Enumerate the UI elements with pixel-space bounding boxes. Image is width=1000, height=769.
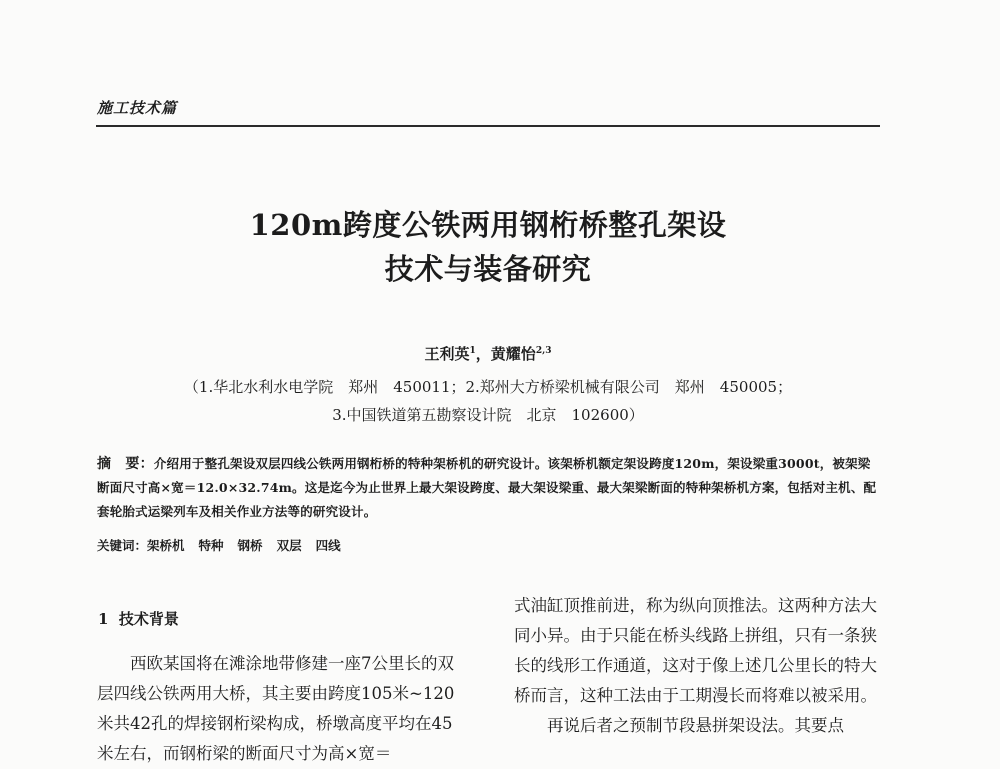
journal-section-label: 施工技术篇 [97,99,178,117]
keyword: 架桥机 [147,538,185,553]
section-heading [98,608,179,629]
paper-title-line-2: 技术与装备研究 [384,252,592,286]
keyword: 钢桥 [237,538,263,553]
paper-title-line-1: 120m跨度公铁两用钢桁桥整孔架设 [249,208,727,242]
abstract-text: 介绍用于整孔架设双层四线公铁两用钢桁桥的特种架桥机的研究设计。该架桥机额定架设跨度120m，架设梁重3000t，被架梁断面尺寸高×宽＝12.0×32.74m。这是迄今为止世界上最大架设跨度、最大架设梁重、最大架梁断面的特种架桥机方案，包括对主机、配套轮胎式运梁列车及相关作业方法等的研究设计。 [97,456,877,519]
body-paragraph: 再说后者之预制节段悬拼架设法。其要点 [514,716,844,735]
affiliation-line-2: 3.中国铁道第五勘察设计院 北京 102600） [332,406,644,424]
author-name: 黄耀怡 [490,345,536,363]
keyword: 特种 [198,538,224,553]
abstract-block [97,452,882,524]
author-affiliation-mark: 1 [469,346,476,356]
author-separator: ， [475,345,491,363]
author-name: 王利英 [424,345,470,363]
section-number: 1 [98,610,109,628]
abstract-label: 摘 要： [97,456,154,472]
keywords-block [97,536,882,554]
body-paragraph: 西欧某国将在滩涂地带修建一座7公里长的双层四线公铁两用大桥，其主要由跨度105米~120米共42孔的焊接钢桁梁构成，桥墩高度平均在45米左右，而钢桁梁的断面尺寸为高×宽＝ [97,654,455,763]
keywords-label: 关键词： [97,538,148,553]
header-divider [96,125,880,127]
section-title: 技术背景 [118,610,179,628]
body-paragraph: 式油缸顶推前进，称为纵向顶推法。这两种方法大同小异。由于只能在桥头线路上拼组，只有一条狭长的线形工作通道，这对于像上述几公里长的特大桥而言，这种工法由于工期漫长而将难以被采用。 [514,596,877,705]
body-column-left [97,649,467,769]
keyword: 双层 [276,538,302,553]
body-column-right [514,591,884,741]
keyword: 四线 [315,538,341,553]
author-affiliation-mark: 2,3 [535,346,552,356]
affiliation-line-1: （1.华北水利水电学院 郑州 450011；2.郑州大方桥梁机械有限公司 郑州 450005； [183,378,793,396]
author-list [96,343,880,364]
